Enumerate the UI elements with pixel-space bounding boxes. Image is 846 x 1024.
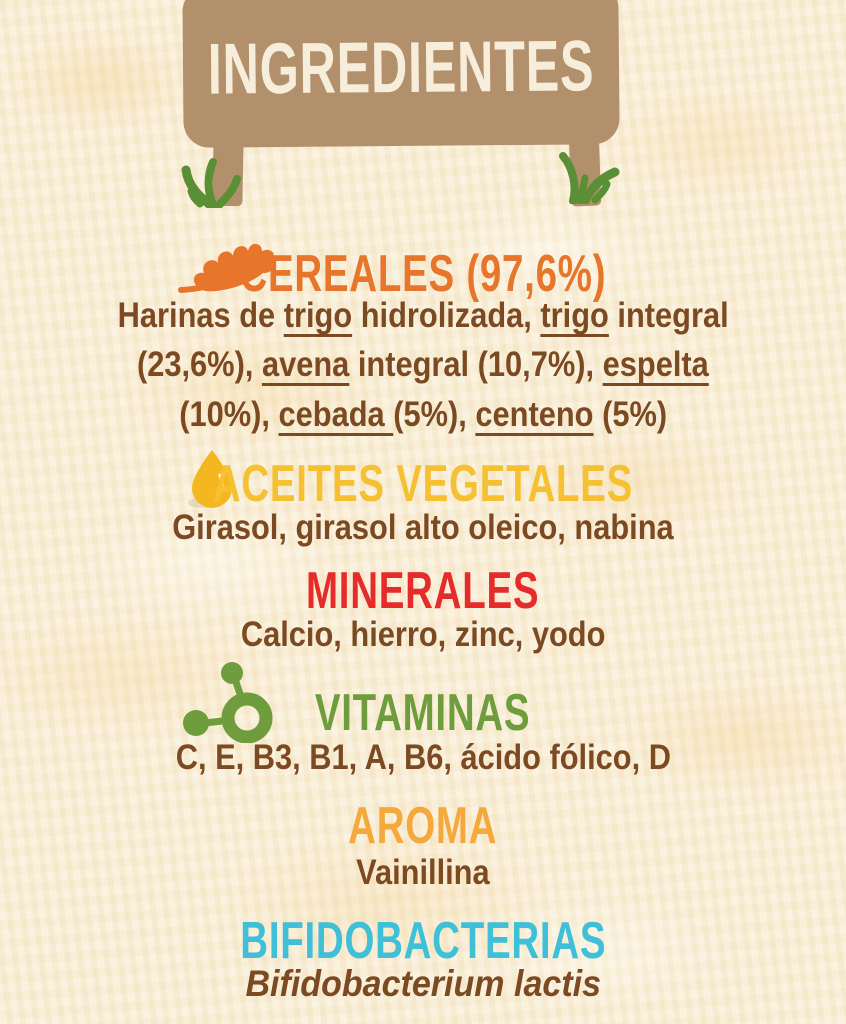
vitaminas-heading: VITAMINAS — [315, 684, 531, 742]
aroma-body: Vainillina — [356, 853, 490, 892]
grass-tuft-right-icon — [543, 148, 635, 204]
section-vitaminas-heading — [0, 683, 846, 743]
cereales-body-line-3: (10%), cebada (5%), centeno (5%) — [179, 395, 667, 434]
minerales-heading: MINERALES — [306, 562, 540, 620]
section-bifidobacterias-heading — [0, 911, 846, 971]
grass-tuft-left-icon — [176, 154, 268, 208]
aroma-heading: AROMA — [348, 797, 498, 855]
vitaminas-body: C, E, B3, B1, A, B6, ácido fólico, D — [175, 738, 671, 777]
aceites-heading: ACEITES VEGETALES — [212, 455, 634, 513]
page-title: INGREDIENTES — [207, 26, 595, 110]
section-minerales-heading — [0, 561, 846, 621]
minerales-body: Calcio, hierro, zinc, yodo — [240, 615, 606, 654]
molecule-icon — [183, 661, 281, 743]
cereales-heading: CEREALES (97,6%) — [239, 245, 607, 303]
sign-board — [182, 0, 619, 148]
section-aceites-heading — [0, 454, 846, 514]
section-cereales-heading — [0, 244, 846, 304]
cereales-body-line-2: (23,6%), avena integral (10,7%), espelta — [137, 345, 709, 384]
aceites-body: Girasol, girasol alto oleico, nabina — [172, 508, 674, 547]
bifidobacterias-heading: BIFIDOBACTERIAS — [240, 912, 606, 970]
bifidobacterias-body: Bifidobacterium lactis — [245, 963, 601, 1004]
cereales-body-line-1: Harinas de trigo hidrolizada, trigo integral — [117, 296, 729, 335]
section-aroma-heading — [0, 796, 846, 856]
